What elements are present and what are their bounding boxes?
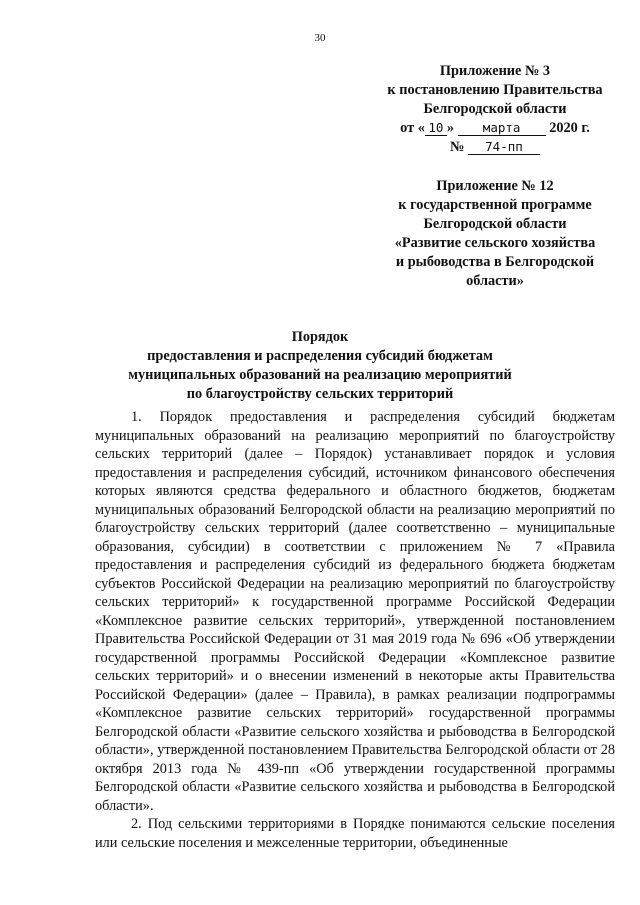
appendix-12-title: Приложение № 12 bbox=[436, 178, 554, 194]
appendix-3-line-2: Белгородской области bbox=[423, 101, 567, 117]
document-title bbox=[80, 328, 560, 404]
appendix-12-line: Белгородской области bbox=[423, 216, 567, 232]
paragraph-1: 1. Порядок предоставления и распределения субсидий бюджетам муниципальных образований на реализацию мероприятий по благоустройству сельских территорий (далее – Порядок) устанавливает порядок и условия предоставления и распределения субсидий, источником финансового обеспечения которых являются средства федерального и областного бюджетов, бюджетам муниципальных образований Белгородской области на реализацию мероприятий по благоустройству сельских территорий (далее соответственно – муниципальные образования, субсидии) в соответствии с приложением № 7 «Правила предоставления и распределения субсидий из федерального бюджета бюджетам субъектов Российской Федерации на реализацию мероприятий по благоустройству сельских территорий» к государственной программе Российской Федерации «Комплексное развитие сельских территорий», утвержденной постановлением Правительства Российской Федерации от 31 мая 2019 года № 696 «Об утверждении государственной программы Российской Федерации «Комплексное развитие сельских территорий» и о внесении изменений в некоторые акты Правительства Российской Федерации» (далее – Правила), в рамках реализации подпрограммы «Комплексное развитие сельских территорий» государственной программы Белгородской области «Развитие сельского хозяйства и рыбоводства в Белгородской области», утвержденной постановлением Правительства Белгородской области от 28 октября 2013 года № 439-пп «Об утверждении государственной программы Белгородской области «Развитие сельского хозяйства и рыбоводства в Белгородской области». bbox=[95, 409, 615, 814]
appendix-12-line: области» bbox=[466, 273, 524, 289]
appendix-3-date-line bbox=[360, 119, 630, 138]
date-year: 2020 г. bbox=[549, 120, 590, 136]
document-title-line: Порядок bbox=[291, 329, 349, 345]
number-prefix: № bbox=[450, 139, 465, 155]
appendix-3-number-line bbox=[360, 138, 630, 157]
date-month: марта bbox=[458, 120, 546, 136]
paragraph-2: 2. Под сельскими территориями в Порядке понимаются сельские поселения или сельские поселения и межселенные территории, объединенные bbox=[95, 816, 615, 851]
date-day: 10 bbox=[425, 120, 447, 136]
date-mid: » bbox=[446, 120, 455, 136]
appendix-3-title: Приложение № 3 bbox=[439, 63, 551, 79]
date-prefix: от « bbox=[400, 120, 425, 136]
appendix-12-header bbox=[360, 177, 630, 291]
document-title-line: предоставления и распределения субсидий бюджетам bbox=[147, 348, 493, 364]
appendix-3-header bbox=[360, 62, 630, 157]
document-title-line: муниципальных образований на реализацию мероприятий bbox=[128, 367, 512, 383]
appendix-3-line-1: к постановлению Правительства bbox=[387, 82, 603, 98]
number-value: 74-пп bbox=[468, 139, 540, 155]
document-body bbox=[95, 408, 615, 852]
appendix-12-line: к государственной программе bbox=[398, 197, 592, 213]
page-number: 30 bbox=[314, 32, 326, 44]
document-title-line: по благоустройству сельских территорий bbox=[186, 386, 454, 402]
appendix-12-line: «Развитие сельского хозяйства bbox=[394, 235, 596, 251]
appendix-12-line: и рыбоводства в Белгородской bbox=[395, 254, 595, 270]
